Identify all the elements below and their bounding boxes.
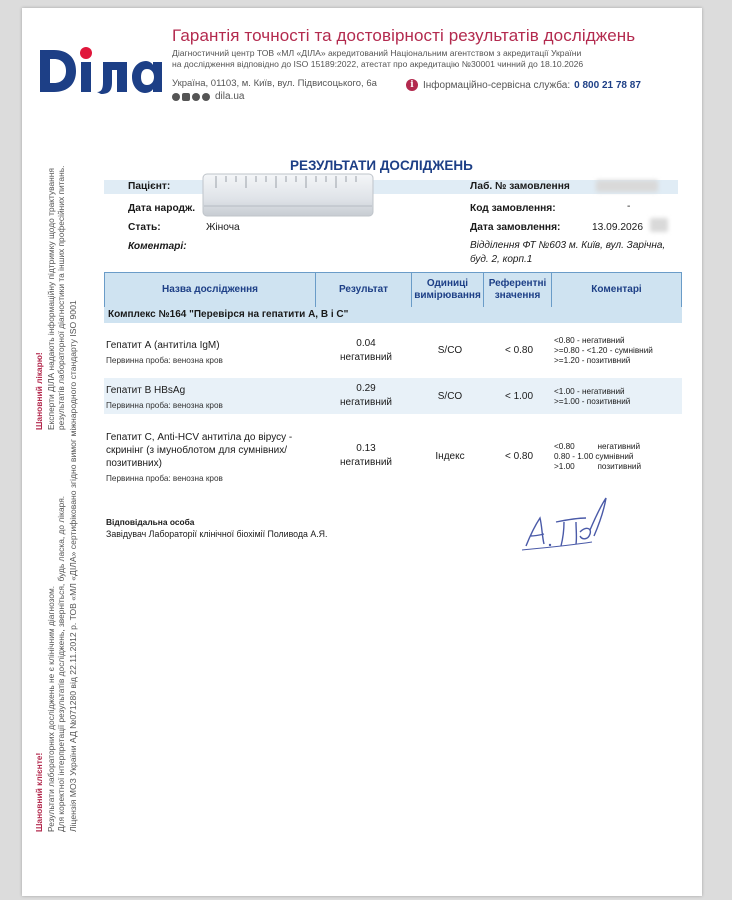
- test-name: [106, 431, 316, 485]
- result-value: 0.29: [356, 383, 376, 394]
- info-icon: i: [406, 79, 418, 91]
- info-service-label: Інформаційно-сервісна служба:: [423, 79, 571, 91]
- test-sample: Первинна проба: венозна кров: [106, 401, 223, 410]
- responsible-label: Відповідальна особа: [106, 517, 195, 527]
- accreditation-line1: Діагностичний центр ТОВ «МЛ «ДІЛА» акредитований Національним агентством з акредитації України: [172, 48, 582, 58]
- side-note-client-title: Шановний клієнте!: [34, 752, 44, 832]
- col-header-name: Назва дослідження: [104, 273, 316, 307]
- signature-image: [500, 492, 610, 558]
- sex-label: Стать:: [128, 222, 161, 233]
- reference-cell: < 1.00: [504, 391, 534, 402]
- accreditation-line2: на дослідження відповідно до ISO 15189:2022, атестат про акредитацію №30001 чинний до 18.10.2026: [172, 59, 584, 69]
- col-header-reference: Референтні значення: [484, 273, 552, 307]
- side-note-client-text: [46, 496, 66, 832]
- dob-label: Дата народж.: [128, 203, 196, 214]
- result-interpretation: негативний: [339, 457, 393, 468]
- comment-cell: <1.00 - негативний >=1.00 - позитивний: [554, 387, 631, 406]
- result-interpretation: негативний: [339, 352, 393, 363]
- side-note-doctor-line2: результатів лабораторної діагностики та інших професійних питань.: [56, 165, 66, 430]
- ruler-redaction: [202, 172, 374, 218]
- info-service-phone[interactable]: 0 800 21 78 87: [574, 79, 641, 91]
- order-code-label: Код замовлення:: [470, 203, 556, 214]
- sex-value: Жіноча: [206, 222, 240, 233]
- license-text: Ліцензія МОЗ України АД №071280 від 22.11.2012 р. ТОВ «МЛ «ДІЛА» сертифіковано згідно вимог міжнародного стандарту ISO 9001: [68, 300, 78, 832]
- test-name-text: Гепатит А (антитіла IgM): [106, 340, 220, 351]
- side-note-doctor-title: Шановний лікарю!: [34, 352, 44, 430]
- test-name: [106, 384, 306, 412]
- reference-cell: < 0.80: [504, 345, 534, 356]
- results-title: РЕЗУЛЬТАТИ ДОСЛІДЖЕНЬ: [290, 158, 473, 173]
- info-service: [406, 79, 641, 91]
- accreditation-text: [172, 48, 672, 70]
- result-value: 0.13: [356, 443, 376, 454]
- reference-cell: < 0.80: [504, 451, 534, 462]
- header-title: Гарантія точності та достовірності результатів досліджень: [172, 26, 636, 45]
- complex-title: Комплекс №164 "Перевірся на гепатити A, B і C": [108, 309, 349, 320]
- side-note-doctor: [34, 352, 44, 430]
- patient-label: Пацієнт:: [128, 181, 171, 192]
- youtube-icon: [202, 93, 210, 101]
- unit-cell: S/CO: [437, 345, 463, 356]
- result-cell: [326, 442, 406, 470]
- patient-row-band: [104, 180, 678, 194]
- facebook-icon: [182, 93, 190, 101]
- comment-cell: <0.80 негативний 0.80 - 1.00 сумнівний >1.00 позитивний: [554, 442, 642, 471]
- test-name-text: Гепатит С, Anti-HCV антитіла до вірусу - скринінг (з імуноблотом для сумнівних/позитивних): [106, 432, 293, 469]
- unit-cell: Індекс: [435, 451, 465, 462]
- col-header-result: Результат: [316, 273, 412, 307]
- website-link[interactable]: dila.ua: [215, 91, 245, 102]
- web-icon: [172, 93, 180, 101]
- result-cell: [326, 337, 406, 365]
- test-sample: Первинна проба: венозна кров: [106, 356, 223, 365]
- side-note-client: [34, 753, 44, 832]
- dila-logo: [38, 40, 168, 98]
- col-header-comments: Коментарі: [552, 273, 682, 307]
- instagram-icon: [192, 93, 200, 101]
- test-sample: Первинна проба: венозна кров: [106, 474, 223, 483]
- order-date-label: Дата замовлення:: [470, 222, 561, 233]
- side-note-client-line1: Результати лабораторних досліджень не є клінічним діагнозом.: [46, 585, 56, 832]
- comment-cell: <0.80 - негативний >=0.80 - <1.20 - сумнівний >=1.20 - позитивний: [554, 336, 653, 365]
- redacted-order-date: [650, 218, 668, 232]
- company-address: Україна, 01103, м. Київ, вул. Підвисоцького, 6а: [172, 78, 377, 89]
- result-interpretation: негативний: [339, 397, 393, 408]
- order-code-value: -: [627, 201, 631, 212]
- social-row: [172, 91, 244, 102]
- lab-order-label: Лаб. № замовлення: [470, 181, 570, 192]
- side-note-doctor-line1: Експерти ДІЛА надають інформаційну підтримку щодо трактування: [46, 168, 56, 430]
- department-address: Відділення ФТ №603 м. Київ, вул. Зарічна, буд. 2, корп.1: [470, 240, 666, 265]
- responsible-name: Завідувач Лабораторії клінічної біохімії Поливода А.Я.: [106, 529, 328, 539]
- test-name-text: Гепатит В HBsAg: [106, 385, 186, 396]
- unit-cell: S/CO: [437, 391, 463, 402]
- order-date-value: 13.09.2026: [592, 222, 643, 233]
- result-cell: [326, 382, 406, 410]
- result-value: 0.04: [356, 338, 376, 349]
- comments-label: Коментарі:: [128, 241, 187, 252]
- side-note-doctor-text: [46, 166, 66, 430]
- col-header-units: Одиниці вимірювання: [412, 273, 484, 307]
- redacted-order-number: [596, 180, 658, 192]
- side-note-client-line2: Для коректної інтерпретації результатів досліджень, зверніться, будь ласка, до лікаря.: [56, 495, 66, 832]
- test-name: [106, 339, 306, 367]
- side-note-license: [68, 300, 78, 832]
- results-table-header: [104, 272, 682, 308]
